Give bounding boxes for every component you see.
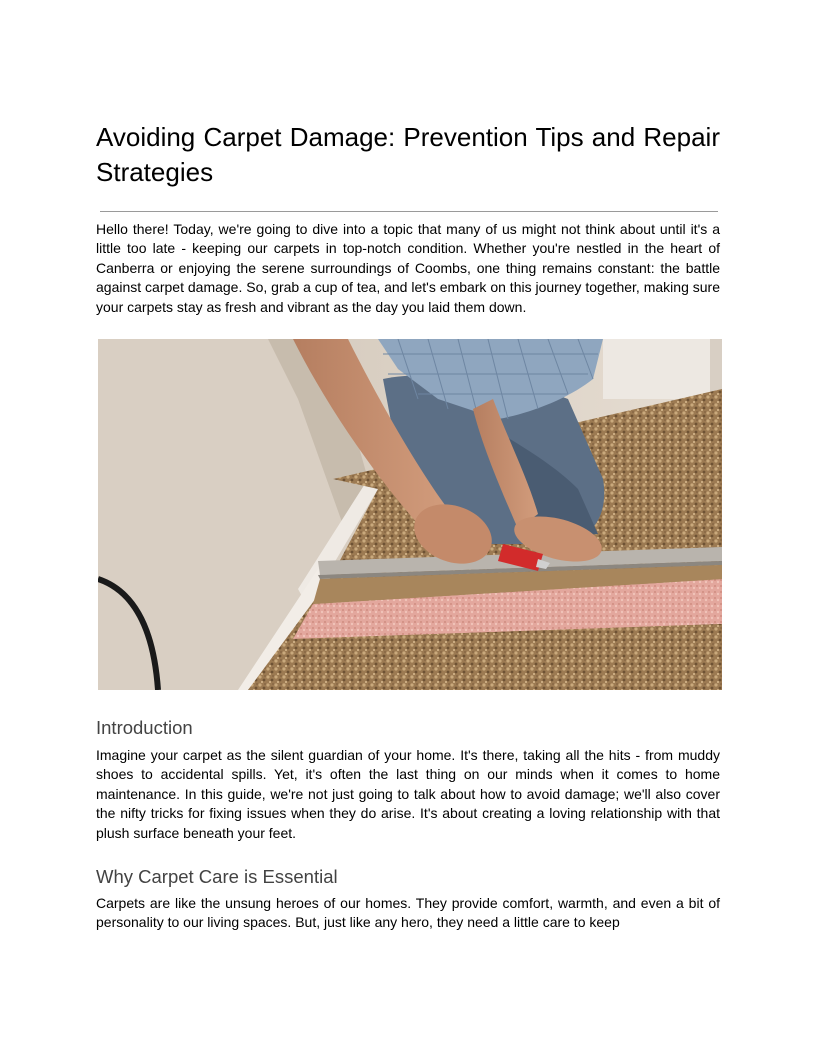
document-title: Avoiding Carpet Damage: Prevention Tips and Repair Strategies [96,122,720,187]
carpet-repair-photo [98,339,722,690]
section-heading-why-carpet-care: Why Carpet Care is Essential [96,866,338,887]
section-heading-introduction: Introduction [96,717,193,738]
intro-paragraph: Hello there! Today, we're going to dive into a topic that many of us might not think about until it's a little too late - keeping our carpets in top-notch condition. Whether you're nestled in the heart of Canberra or enjoying the serene surroundings of Coombs, one thing remains constant: the battle against carpet damage. So, grab a cup of tea, and let's embark on this journey together, making sure your carpets stay as fresh and vibrant as the day you laid them down. [96,221,720,315]
title-divider [100,211,718,212]
section-body-introduction: Imagine your carpet as the silent guardian of your home. It's there, taking all the hits - from muddy shoes to accidental spills. Yet, it's often the last thing on our minds when it comes to home maintenance. In this guide, we're not just going to talk about how to avoid damage; we'll also cover the nifty tricks for fixing issues when they do arise. It's about creating a loving relationship with that plush surface beneath your feet. [96,747,720,841]
section-body-why-carpet-care: Carpets are like the unsung heroes of our homes. They provide comfort, warmth, and even a bit of personality to our living spaces. But, just like any hero, they need a little care to keep [96,895,720,931]
